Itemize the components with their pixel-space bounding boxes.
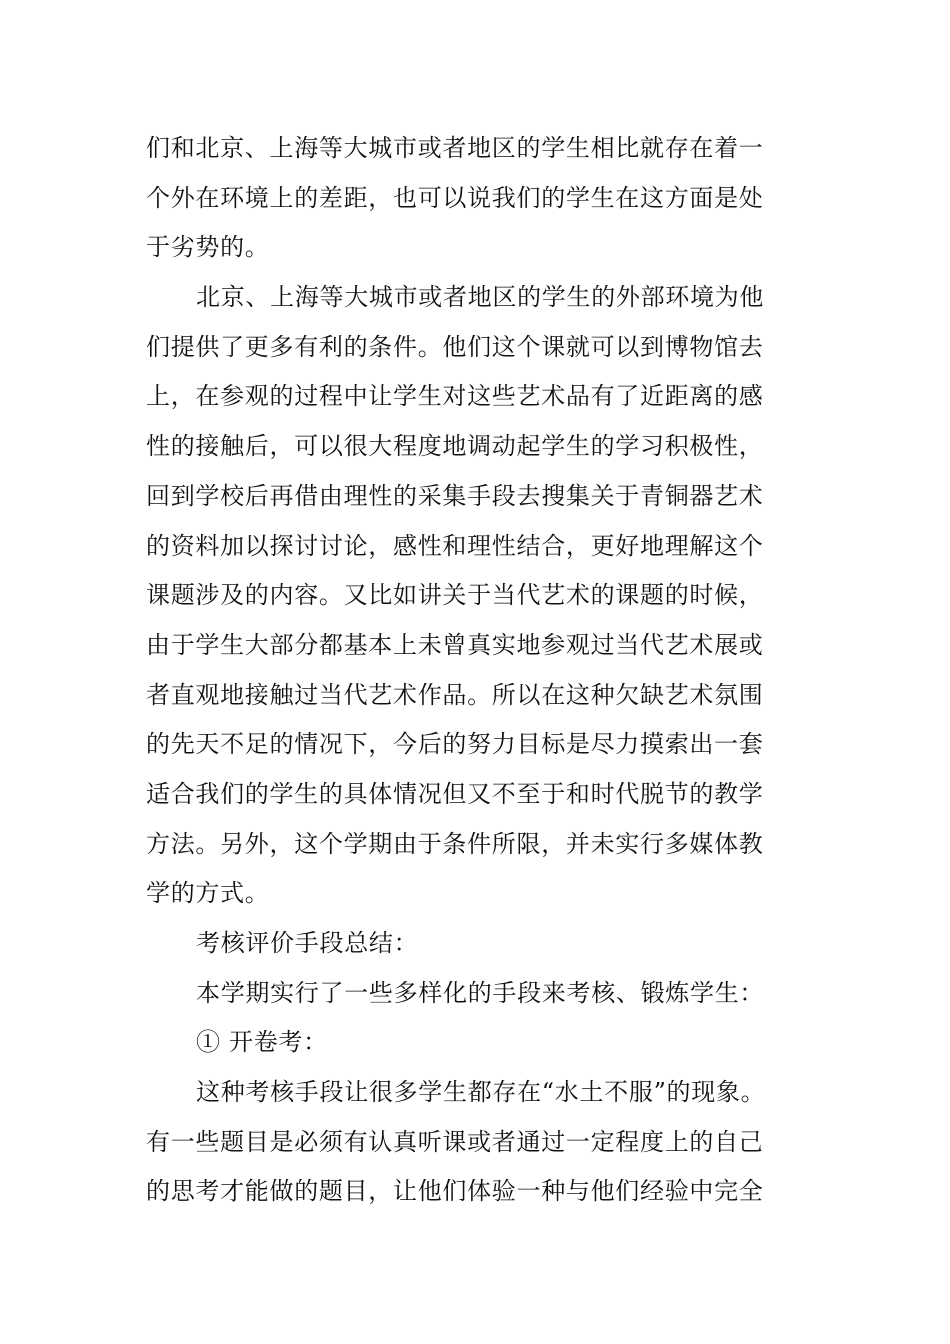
text-line: 学的方式。 bbox=[146, 879, 270, 908]
text-line: 适合我们的学生的具体情况但又不至于和时代脱节的教学 bbox=[146, 779, 764, 808]
text-line: 北京、上海等大城市或者地区的学生的外部环境为他 bbox=[196, 283, 765, 312]
text-line: 性的接触后，可以很大程度地调动起学生的学习积极性， bbox=[146, 432, 764, 461]
text-line: 个外在环境上的差距，也可以说我们的学生在这方面是处 bbox=[146, 183, 764, 212]
text-line: 上，在参观的过程中让学生对这些艺术品有了近距离的感 bbox=[146, 382, 764, 411]
list-item-heading: ① 开卷考： bbox=[196, 1028, 328, 1057]
text-line: 者直观地接触过当代艺术作品。所以在这种欠缺艺术氛围 bbox=[146, 680, 764, 709]
text-line: 们和北京、上海等大城市或者地区的学生相比就存在着一 bbox=[146, 134, 764, 162]
text-line: 的先天不足的情况下，今后的努力目标是尽力摸索出一套 bbox=[146, 730, 764, 759]
text-line: 回到学校后再借由理性的采集手段去搜集关于青铜器艺术 bbox=[146, 481, 764, 510]
text-line: 本学期实行了一些多样化的手段来考核、锻炼学生： bbox=[196, 978, 765, 1007]
section-heading: 考核评价手段总结： bbox=[196, 929, 419, 957]
text-line: 的资料加以探讨讨论，感性和理性结合，更好地理解这个 bbox=[146, 531, 764, 560]
text-line: 这种考核手段让很多学生都存在“水土不服”的现象。 bbox=[196, 1078, 766, 1107]
text-line: 有一些题目是必须有认真听课或者通过一定程度上的自己 bbox=[146, 1127, 764, 1156]
text-line: 于劣势的。 bbox=[146, 233, 270, 262]
text-line: 的思考才能做的题目，让他们体验一种与他们经验中完全 bbox=[146, 1177, 764, 1206]
text-line: 方法。另外，这个学期由于条件所限，并未实行多媒体教 bbox=[146, 829, 764, 858]
body-text bbox=[146, 124, 826, 1217]
text-line: 们提供了更多有利的条件。他们这个课就可以到博物馆去 bbox=[146, 332, 764, 361]
text-line: 课题涉及的内容。又比如讲关于当代艺术的课题的时候， bbox=[146, 581, 764, 610]
text-line: 由于学生大部分都基本上未曾真实地参观过当代艺术展或 bbox=[146, 630, 764, 659]
